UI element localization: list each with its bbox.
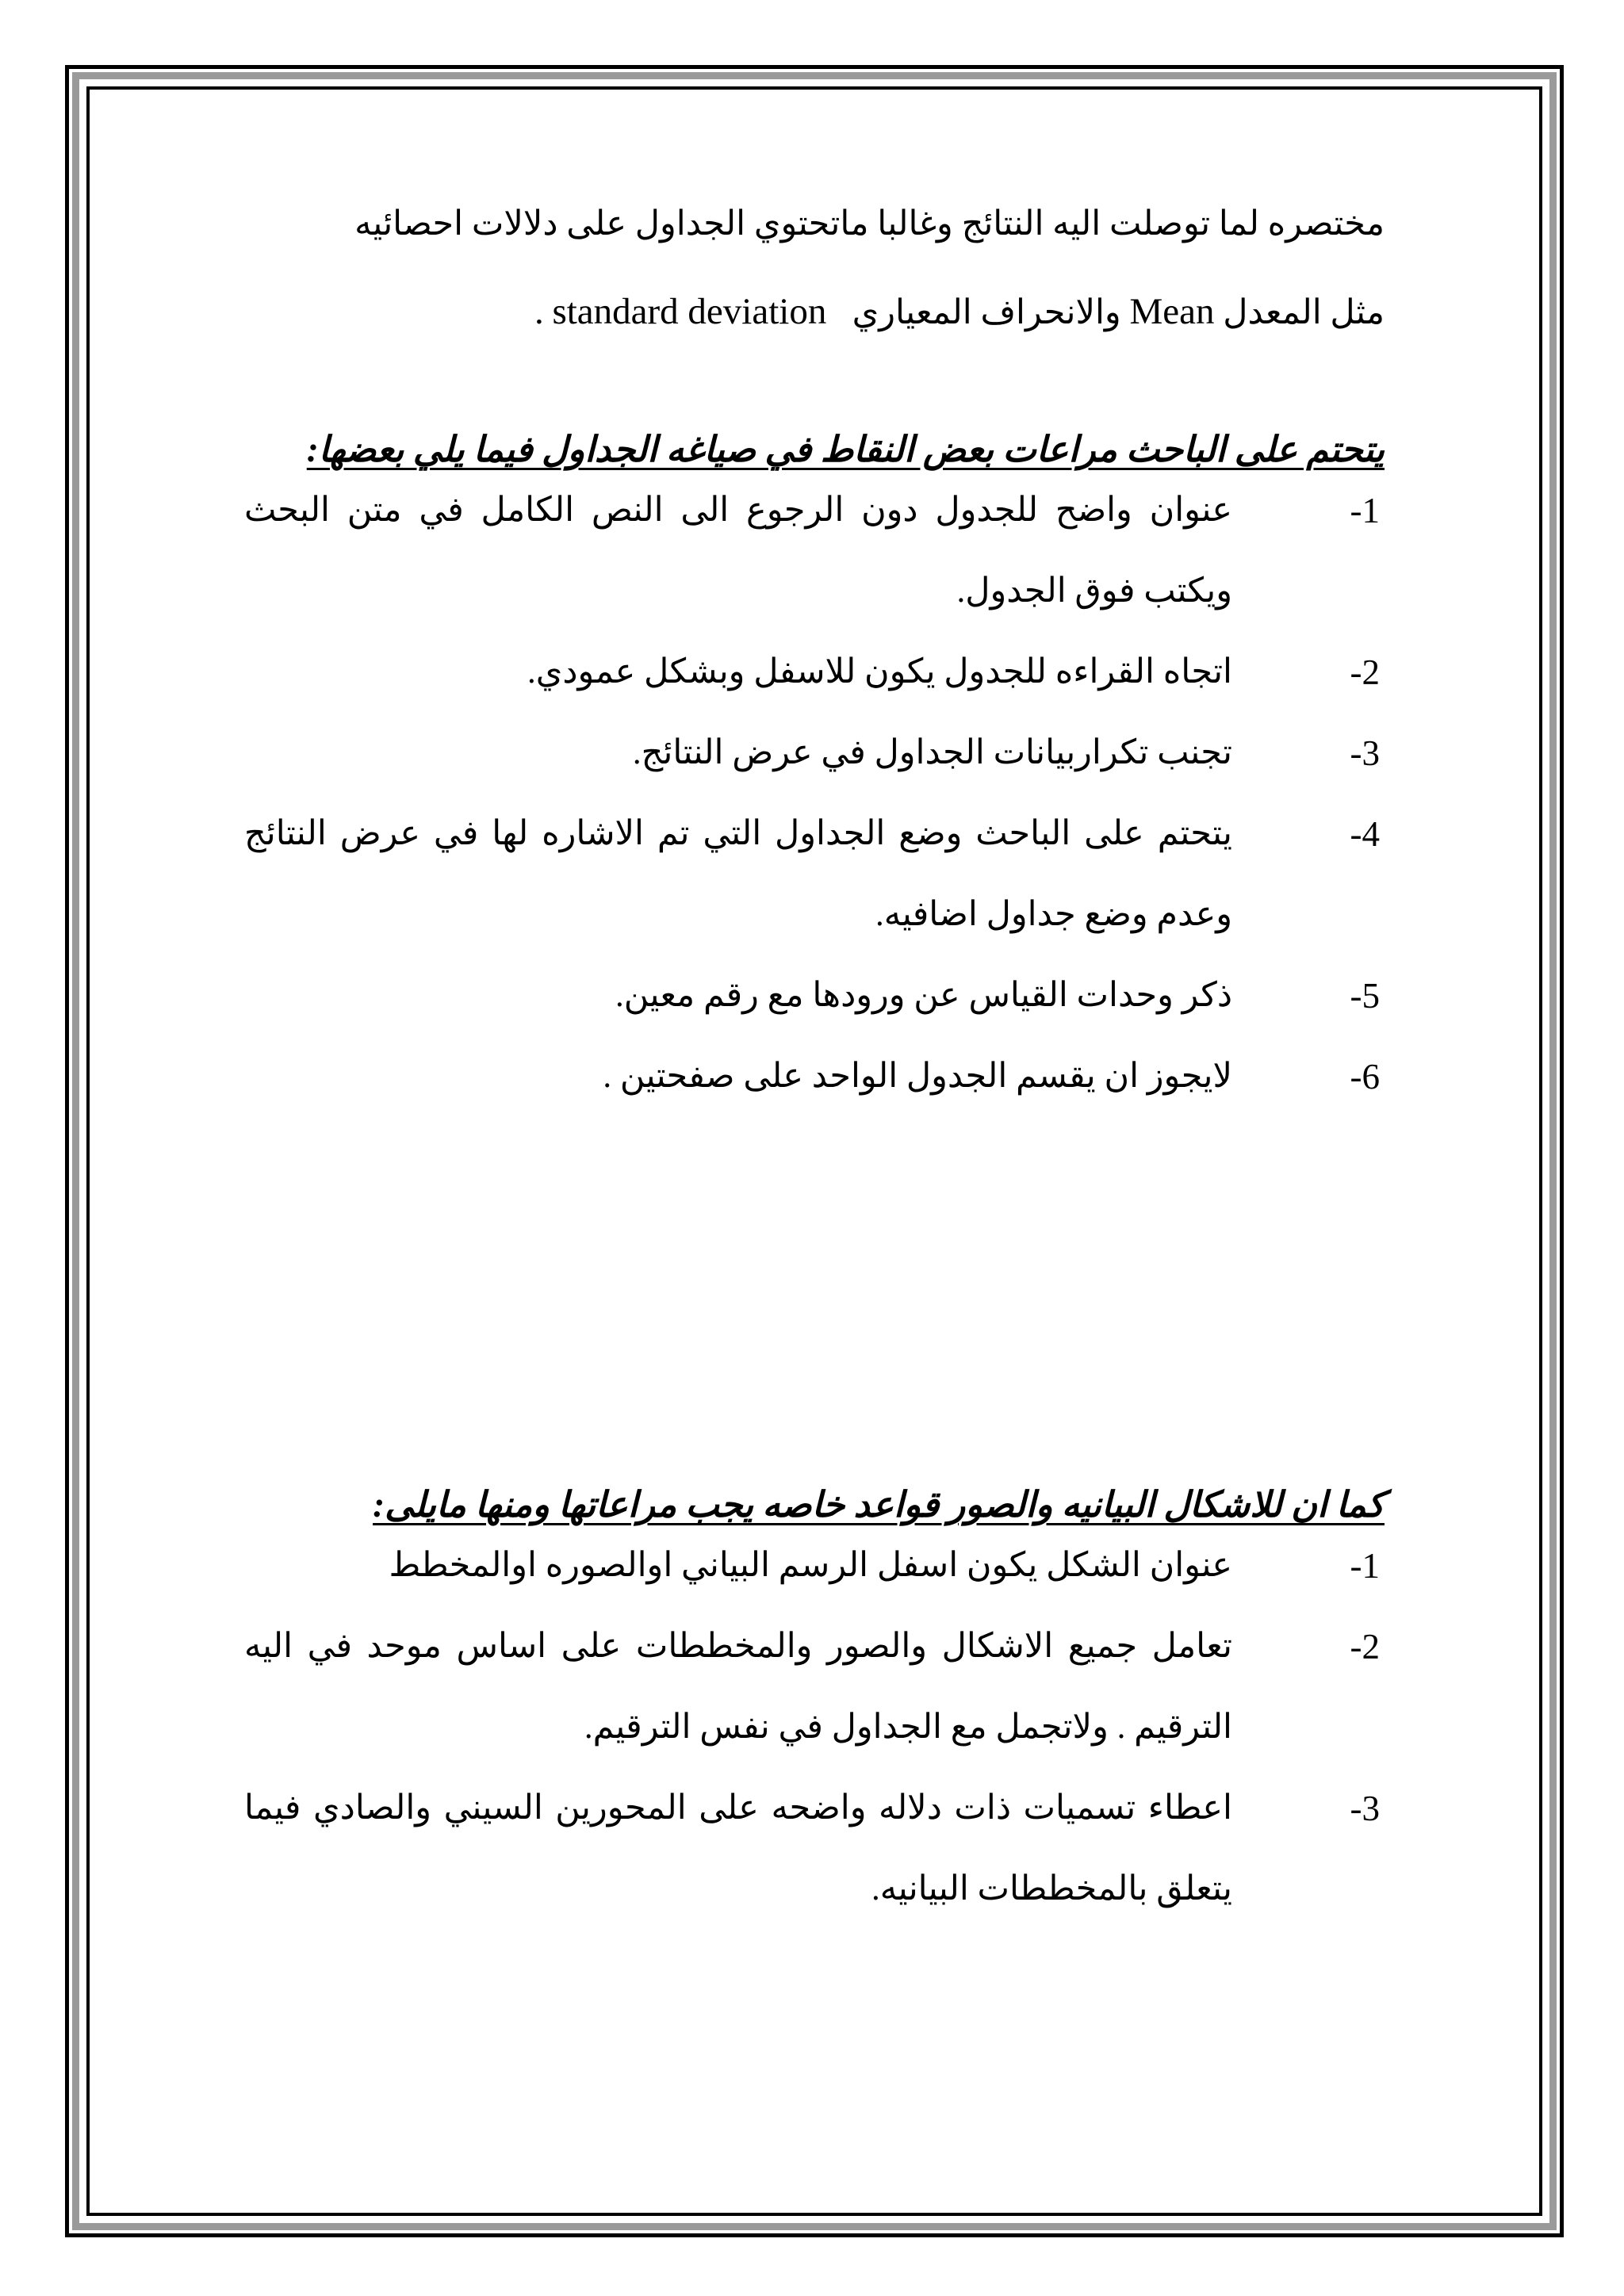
intro-line-1: مختصره لما توصلت اليه النتائج وغالبا ماتحتوي الجداول على دلالات احصائيه	[354, 205, 1385, 243]
item-text: تعامل جميع الاشكال والصور والمخططات على اساس موحد في اليه الترقيم . ولاتجمل مع الجداول في نفس الترقيم.	[244, 1628, 1232, 1746]
spacer	[244, 1117, 1385, 1483]
item-number: -4	[1350, 814, 1380, 854]
list-item	[244, 632, 1385, 713]
item-number: -2	[1350, 1627, 1380, 1667]
list-item	[244, 1606, 1385, 1768]
list-item	[244, 794, 1385, 955]
list-item	[244, 470, 1385, 632]
item-text: عنوان واضح للجدول دون الرجوع الى النص الكامل في متن البحث ويكتب فوق الجدول.	[244, 492, 1232, 610]
intro-text-prefix: مثل المعدل	[1223, 294, 1385, 331]
item-number: -6	[1350, 1057, 1380, 1096]
term-mean: Mean	[1129, 291, 1215, 332]
section1-list	[244, 470, 1385, 1117]
list-item	[244, 1525, 1385, 1606]
item-text: تجنب تكراربيانات الجداول في عرض النتائج.	[632, 734, 1232, 771]
intro-paragraph	[244, 181, 1385, 357]
intro-line-2	[244, 268, 1385, 357]
item-text: عنوان الشكل يكون اسفل الرسم البياني اوالصوره اوالمخطط	[389, 1547, 1232, 1584]
list-item	[244, 955, 1385, 1036]
item-number: -1	[1350, 1546, 1380, 1586]
item-text: يتحتم على الباحث وضع الجداول التي تم الاشاره لها في عرض النتائج وعدم وضع جداول اضافيه.	[244, 815, 1232, 933]
section2-list	[244, 1525, 1385, 1930]
item-number: -5	[1350, 976, 1380, 1016]
section1-heading: يتحتم على الباحث مراعات بعض النقاط في صياغه الجداول فيما يلي بعضها:	[306, 430, 1385, 469]
document-body	[244, 190, 1385, 1930]
item-number: -3	[1350, 733, 1380, 773]
item-number: -3	[1350, 1789, 1380, 1828]
item-number: -2	[1350, 652, 1380, 692]
item-text: ذكر وحدات القياس عن ورودها مع رقم معين.	[615, 977, 1232, 1014]
item-text: اعطاء تسميات ذات دلاله واضحه على المحورين السيني والصادي فيما يتعلق بالمخططات البيانيه.	[244, 1789, 1232, 1908]
intro-text-mid: والانحراف المعياري	[852, 294, 1121, 331]
intro-period: .	[534, 291, 544, 332]
item-text: اتجاه القراءه للجدول يكون للاسفل وبشكل عمودي.	[527, 653, 1232, 691]
list-item	[244, 1036, 1385, 1117]
term-standard-deviation: standard deviation	[552, 291, 827, 332]
section2-heading: كما ان للاشكال البيانيه والصور قواعد خاصه يجب مراعاتها ومنها مايلى:	[373, 1485, 1385, 1525]
item-number: -1	[1350, 491, 1380, 530]
list-item	[244, 713, 1385, 794]
list-item	[244, 1768, 1385, 1930]
item-text: لايجوز ان يقسم الجدول الواحد على صفحتين .	[603, 1058, 1232, 1095]
